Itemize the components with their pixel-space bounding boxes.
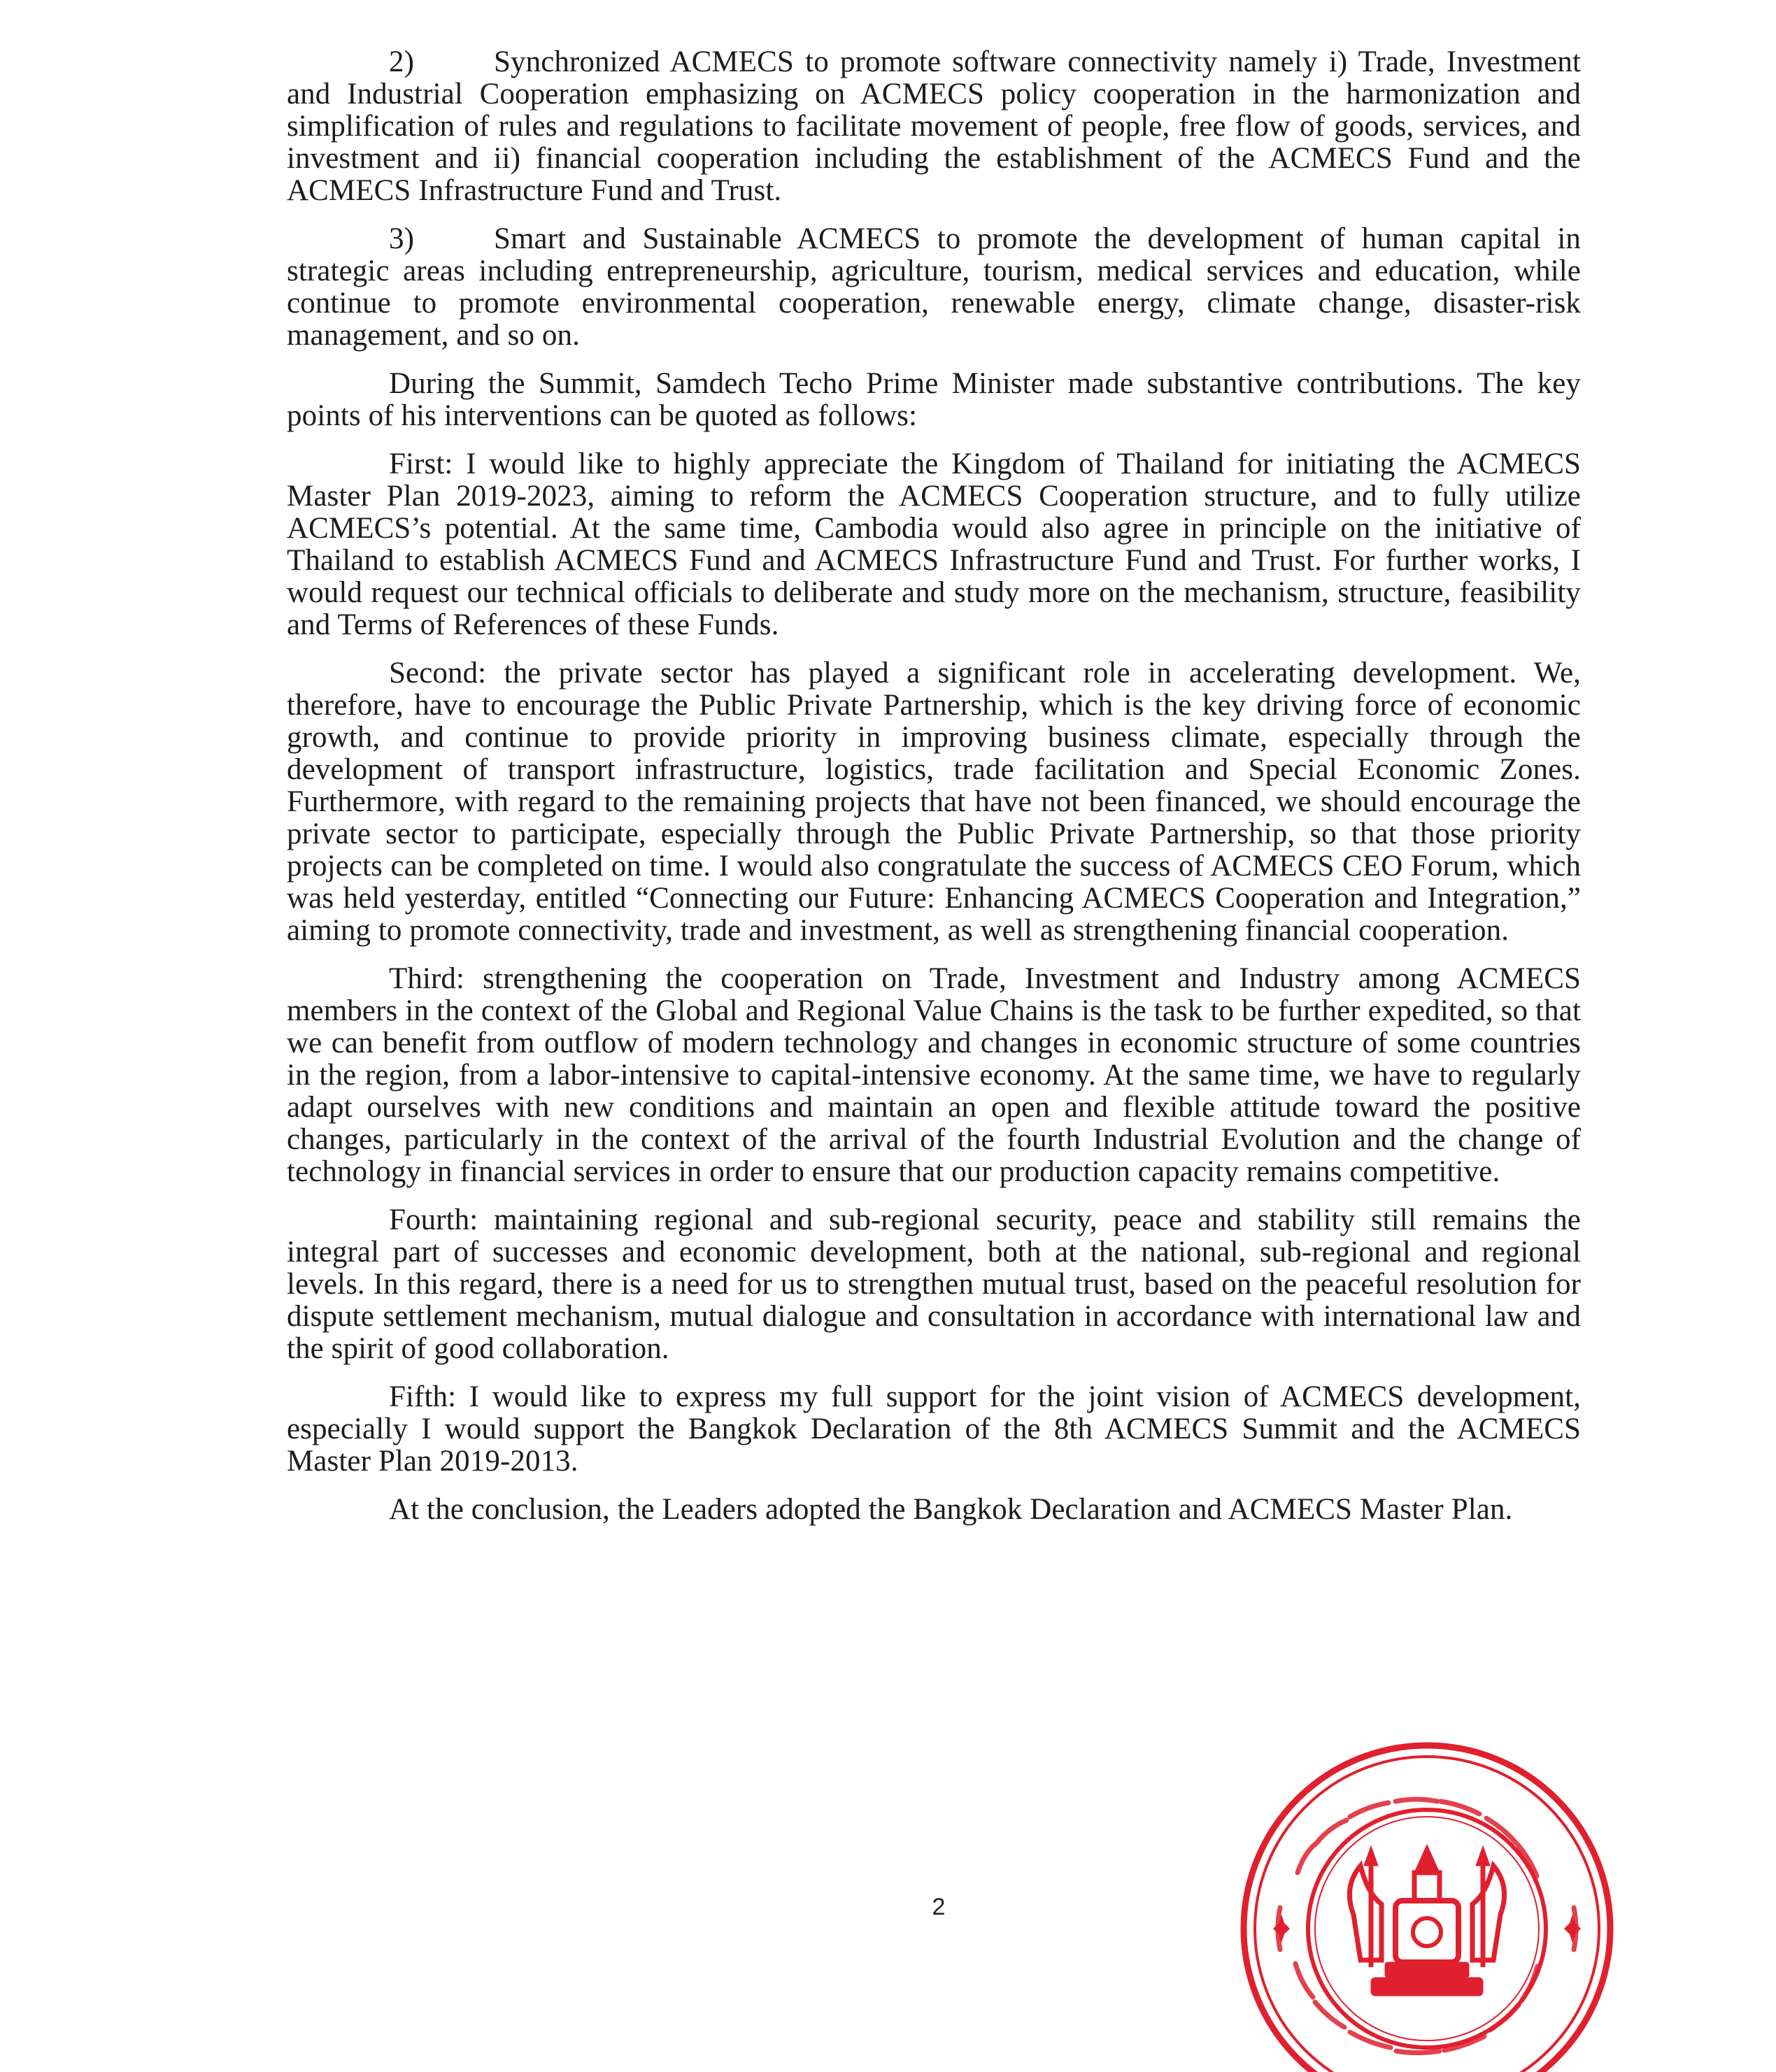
paragraph-conclusion: At the conclusion, the Leaders adopted the Bangkok Declaration and ACMECS Master Plan.	[389, 1493, 1513, 1526]
paragraph-first-point: First: I would like to highly appreciate the Kingdom of Thailand for initiating the ACMECS Master Plan 2019-2023, aiming to reform the ACMECS Cooperation structure, and to fully utilize ACMECS’s potential. At the same time, Cambodia would also agree in principle on the initiative of Thailand to establish ACMECS Fund and ACMECS Infrastructure Fund and Trust. For further works, I would request our technical officials to deliberate and study more on the mechanism, structure, feasibility and Terms of References of these Funds.	[287, 448, 1581, 641]
paragraph-third-point: Third: strengthening the cooperation on Trade, Investment and Industry among ACMECS members in the context of the Global and Regional Value Chains is the task to be further expedited, so that we can benefit from outflow of modern technology and changes in economic structure of some countries in the region, from a labor-intensive to capital-intensive economy. At the same time, we have to regularly adapt ourselves with new conditions and maintain an open and flexible attitude toward the positive changes, particularly in the context of the arrival of the fourth Industrial Evolution and the change of technology in financial services in order to ensure that our production capacity remains competitive.	[287, 962, 1581, 1188]
official-seal-icon	[1231, 1740, 1623, 2072]
paragraph-fourth-point: Fourth: maintaining regional and sub-regional security, peace and stability still remains the integral part of successes and economic development, both at the national, sub-regional and regional levels. In this regard, there is a need for us to strengthen mutual trust, based on the peaceful resolution for dispute settlement mechanism, mutual dialogue and consultation in accordance with international law and the spirit of good collaboration.	[287, 1203, 1581, 1365]
paragraph-summit-intro: During the Summit, Samdech Techo Prime Minister made substantive contributions. The key points of his interventions can be quoted as follows:	[287, 367, 1581, 432]
paragraph-text: Synchronized ACMECS to promote software connectivity namely i) Trade, Investment and Industrial Cooperation emphasizing on ACMECS policy cooperation in the harmonization and simplification of rules and regulations to facilitate movement of people, free flow of goods, services, and investment and ii) financial cooperation including the establishment of the ACMECS Fund and the ACMECS Infrastructure Fund and Trust.	[287, 45, 1581, 207]
paragraph-number: 2)	[389, 45, 415, 78]
paragraph-text: Smart and Sustainable ACMECS to promote the development of human capital in strategic areas including entrepreneurship, agriculture, tourism, medical services and education, while continue to promote environmental cooperation, renewable energy, climate change, disaster-risk management, and so on.	[287, 222, 1581, 352]
page-number: 2	[932, 1894, 946, 1920]
paragraph-fifth-point: Fifth: I would like to express my full support for the joint vision of ACMECS development, especially I would support the Bangkok Declaration of the 8th ACMECS Summit and the ACMECS Master Plan 2019-2013.	[287, 1380, 1581, 1478]
paragraph-smart-sustainable-acmecs	[287, 223, 1581, 352]
paragraph-second-point: Second: the private sector has played a significant role in accelerating development. We, therefore, have to encourage the Public Private Partnership, which is the key driving force of economic growth, and continue to provide priority in improving business climate, especially through the development of transport infrastructure, logistics, trade facilitation and Special Economic Zones. Furthermore, with regard to the remaining projects that have not been financed, we should encourage the private sector to participate, especially through the Public Private Partnership, so that those priority projects can be completed on time. I would also congratulate the success of ACMECS CEO Forum, which was held yesterday, entitled “Connecting our Future: Enhancing ACMECS Cooperation and Integration,” aiming to promote connectivity, trade and investment, as well as strengthening financial cooperation.	[287, 657, 1581, 947]
paragraph-number: 3)	[389, 222, 415, 255]
paragraph-synchronized-acmecs	[287, 46, 1581, 207]
document-body	[287, 46, 1581, 1542]
seal-graphic	[1231, 1740, 1623, 2072]
